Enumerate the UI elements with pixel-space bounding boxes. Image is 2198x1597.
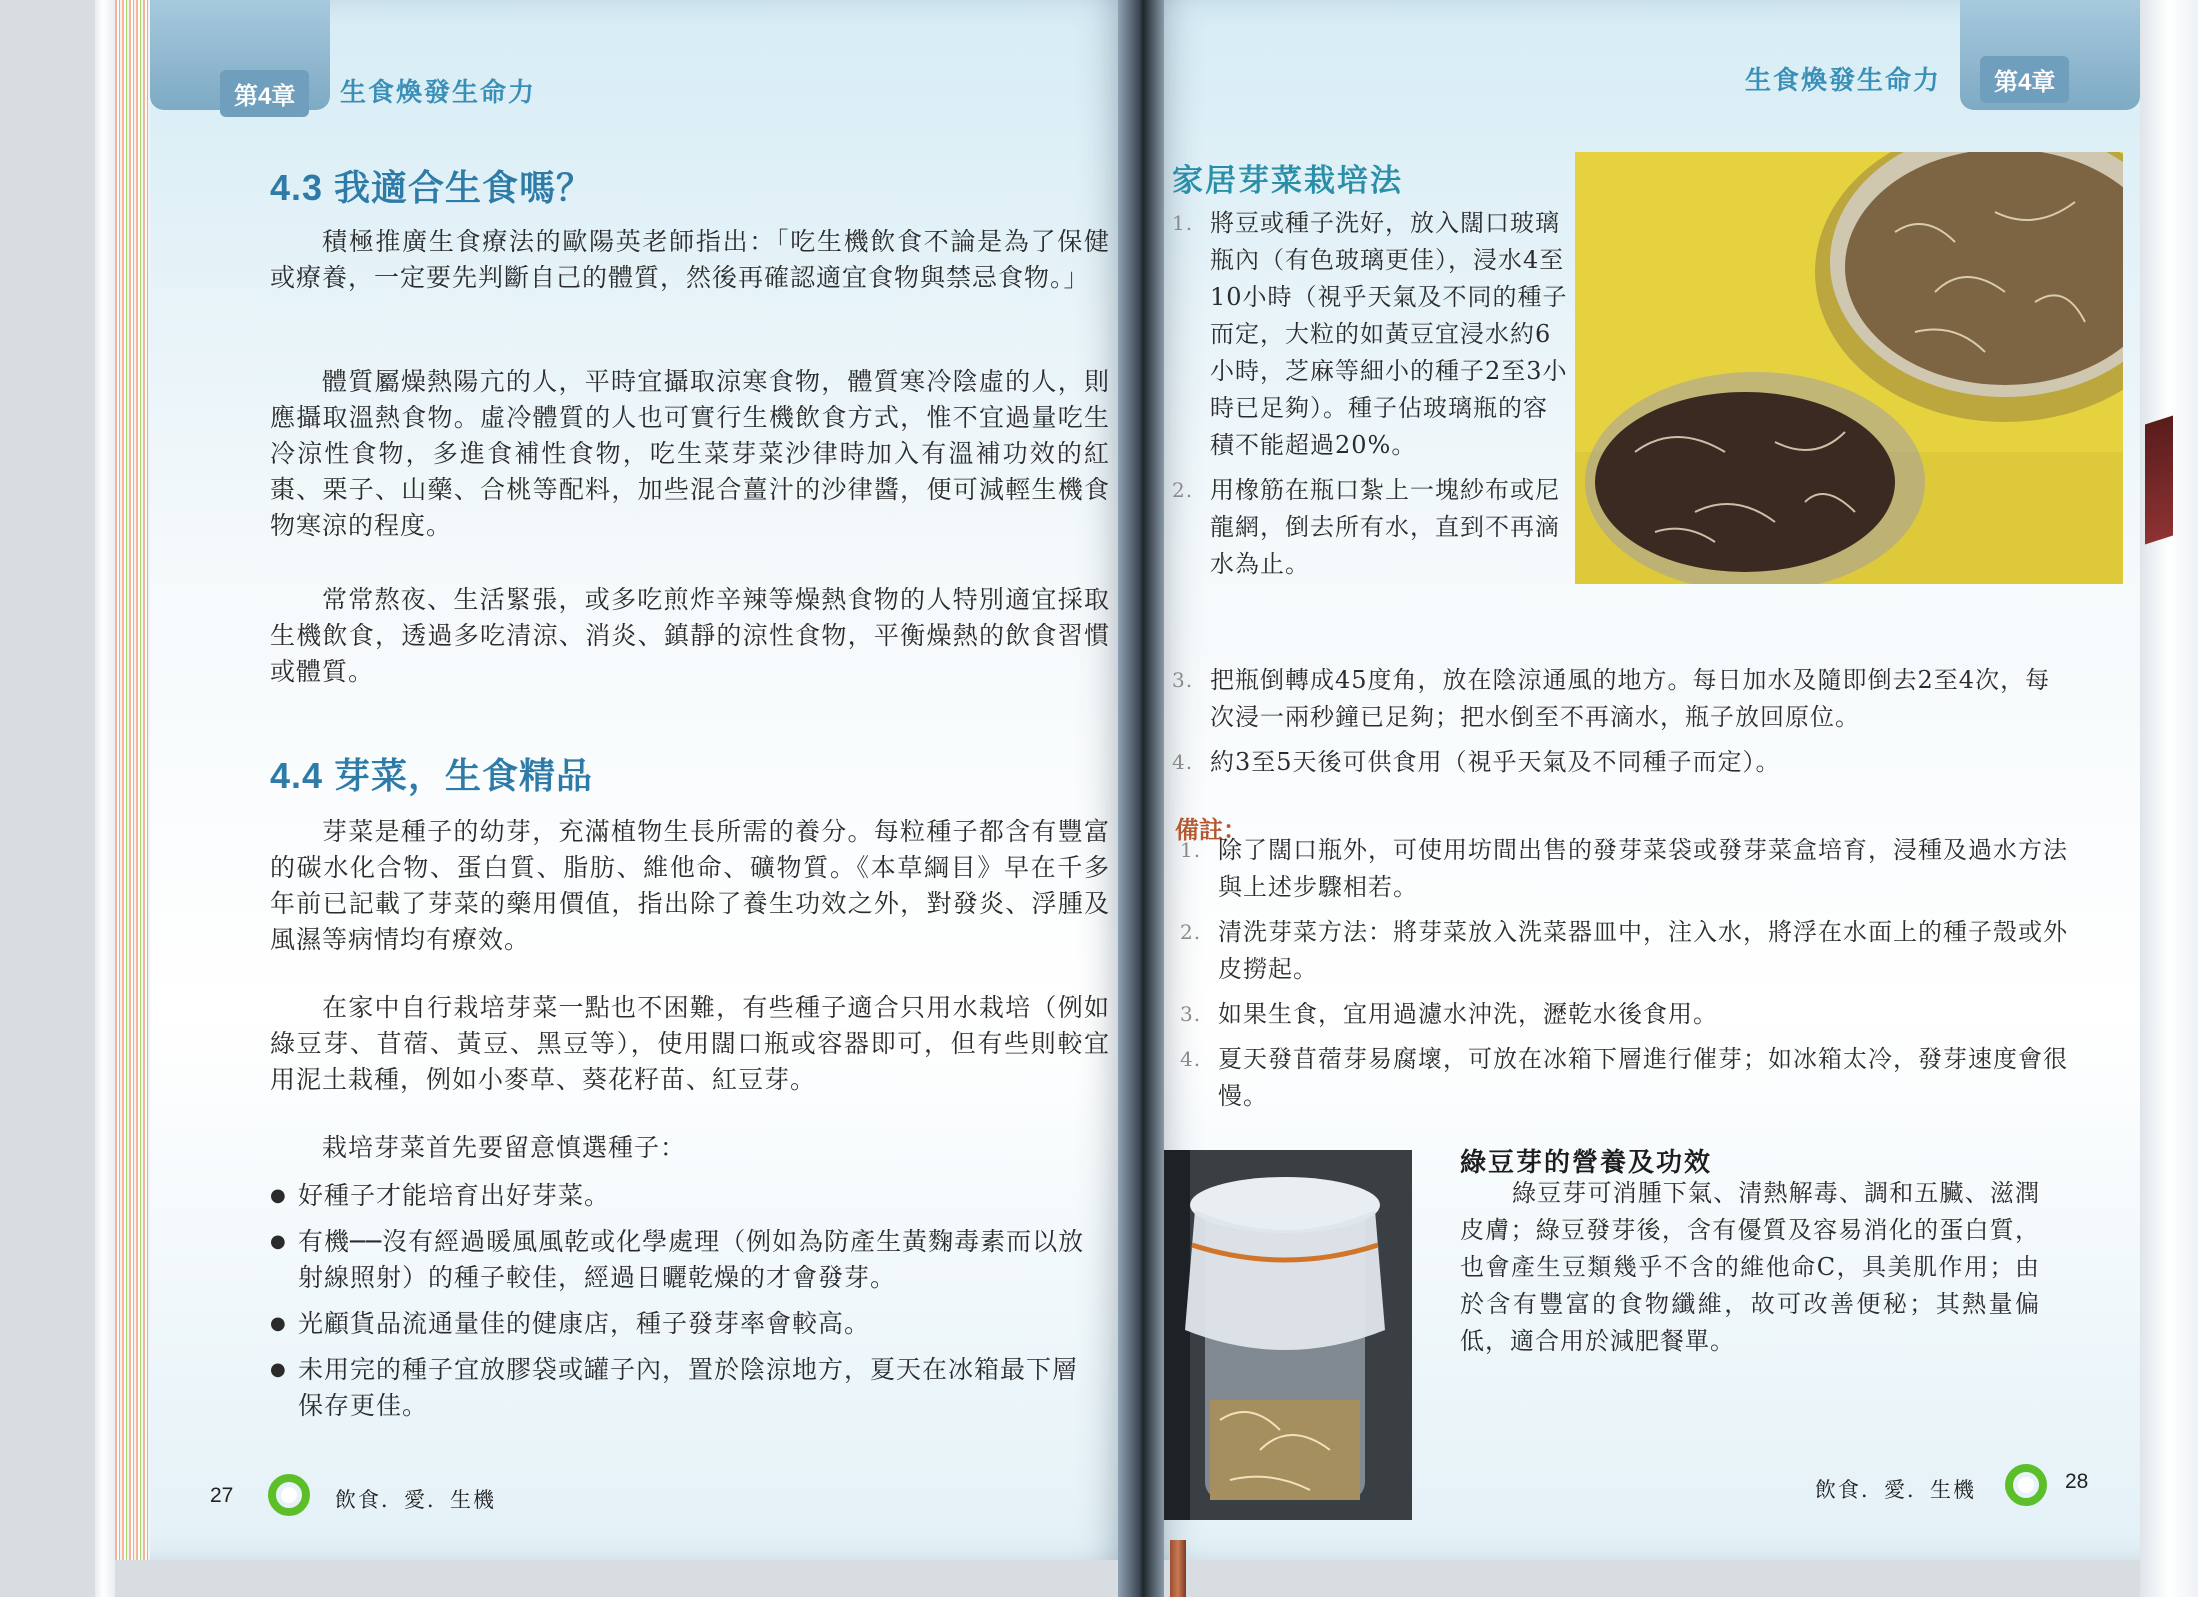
paragraph: 芽菜是種子的幼芽，充滿植物生長所需的養分。每粒種子都含有豐富的碳水化合物、蛋白質、脂肪、維他命、礦物質。《本草綱目》早在千多年前已記載了芽菜的藥用價值，指出除了養生功效之外，對發炎、浮腫及風濕等病情均有療效。 bbox=[270, 817, 1110, 954]
book-footer-title: 飲食．愛．生機 bbox=[335, 1489, 496, 1512]
paragraph: 體質屬燥熱陽亢的人，平時宜攝取涼寒食物，體質寒冷陰虛的人，則應攝取溫熱食物。虛冷體質的人也可實行生機飲食方式，惟不宜過量吃生冷涼性食物，多進食補性食物，吃生菜芽菜沙律時加入有溫補功效的紅棗、栗子、山藥、合桃等配料，加些混合薑汁的沙律醬，便可減輕生機食物寒涼的程度。 bbox=[270, 367, 1110, 540]
list-item: 2. 用橡筋在瓶口紮上一塊紗布或尼龍網，倒去所有水，直到不再滴水為止。 bbox=[1172, 476, 1560, 578]
method-steps-list-continued bbox=[1172, 662, 2072, 789]
list-item: 2. 清洗芽菜方法：將芽菜放入洗菜器皿中，注入水，將浮在水面上的種子殼或外皮撈起。 bbox=[1180, 918, 2068, 983]
box-title: 綠豆芽的營養及功效 bbox=[1460, 1148, 1713, 1178]
list-item: ● 有機──沒有經過暖風風乾或化學處理（例如為防產生黃麴毒素而以放射線照射）的種子較佳，經過日曬乾燥的才會發芽。 bbox=[270, 1224, 1090, 1296]
book-cover-right-edge bbox=[2140, 0, 2198, 1597]
bookmark-ribbon bbox=[1170, 1540, 1186, 1597]
book-spine-gutter bbox=[1118, 0, 1164, 1597]
list-item: ● 好種子才能培育出好芽菜。 bbox=[270, 1178, 1090, 1214]
list-item: ● 未用完的種子宜放膠袋或罐子內，置於陰涼地方，夏天在冰箱最下層保存更佳。 bbox=[270, 1352, 1090, 1424]
book-footer-title: 飲食．愛．生機 bbox=[1815, 1479, 1976, 1502]
ribbon-marker bbox=[2145, 415, 2173, 544]
list-item: 4. 約3至5天後可供食用（視乎天氣及不同種子而定）。 bbox=[1172, 748, 1781, 776]
paragraph: 常常熬夜、生活緊張，或多吃煎炸辛辣等燥熱食物的人特別適宜採取生機飲食，透過多吃清涼、消炎、鎮靜的涼性食物，平衡燥熱的飲食習慣或體質。 bbox=[270, 585, 1110, 686]
list-item: 3. 如果生食，宜用過濾水沖洗，瀝乾水後食用。 bbox=[1180, 1000, 1718, 1028]
book-cover-left-edge bbox=[95, 0, 115, 1597]
chapter-title: 生食煥發生命力 bbox=[1745, 65, 1942, 95]
seed-selection-list bbox=[270, 1178, 1090, 1434]
section-heading-4-3: 4.3 我適合生食嗎？ bbox=[270, 167, 594, 208]
chapter-title: 生食煥發生命力 bbox=[340, 77, 537, 107]
page-number: 28 bbox=[2065, 1470, 2089, 1493]
right-page bbox=[1150, 0, 2140, 1560]
note-label: 備註： bbox=[1175, 815, 1247, 844]
notes-list bbox=[1180, 832, 2080, 1123]
section-heading-4-4: 4.4 芽菜，生食精品 bbox=[270, 755, 594, 796]
list-item: 1. 將豆或種子洗好，放入闊口玻璃瓶內（有色玻璃更佳），浸水4至10小時（視乎天氣及不同的種子而定，大粒的如黃豆宜浸水約6小時，芝麻等細小的種子2至3小時已足夠）。種子佔玻璃瓶的容積不能超過20%。 bbox=[1172, 209, 1568, 459]
paragraph: 在家中自行栽培芽菜一點也不困難，有些種子適合只用水栽培（例如綠豆芽、苜蓿、黃豆、黑豆等），使用闊口瓶或容器即可，但有些則較宜用泥土栽種，例如小麥草、葵花籽苗、紅豆芽。 bbox=[270, 993, 1110, 1094]
list-item: ● 光顧貨品流通量佳的健康店，種子發芽率會較高。 bbox=[270, 1306, 1090, 1342]
chapter-badge: 第4章 bbox=[220, 70, 309, 117]
list-item: 3. 把瓶倒轉成45度角，放在陰涼通風的地方。每日加水及隨即倒去2至4次，每次浸一兩秒鐘已足夠；把水倒至不再滴水，瓶子放回原位。 bbox=[1172, 666, 2051, 731]
method-title: 家居芽菜栽培法 bbox=[1172, 163, 1403, 199]
page-stack-edge bbox=[115, 0, 155, 1560]
paragraph: 栽培芽菜首先要留意慎選種子： bbox=[322, 1133, 687, 1162]
page-number: 27 bbox=[210, 1484, 234, 1507]
sprouting-jar-photo bbox=[1150, 1150, 1412, 1520]
list-item: 1. 除了闊口瓶外，可使用坊間出售的發芽菜袋或發芽菜盒培育，浸種及過水方法與上述步驟相若。 bbox=[1180, 836, 2068, 901]
chapter-badge: 第4章 bbox=[1980, 56, 2069, 103]
list-item: 4. 夏天發苜蓿芽易腐壞，可放在冰箱下層進行催芽；如冰箱太冷，發芽速度會很慢。 bbox=[1180, 1045, 2068, 1110]
box-text: 綠豆芽可消腫下氣、清熱解毒、調和五臟、滋潤皮膚；綠豆發芽後，含有優質及容易消化的蛋白質，也會產生豆類幾乎不含的維他命C，具美肌作用；由於含有豐富的食物纖維，故可改善便秘；其熱量偏低，適合用於減肥餐單。 bbox=[1460, 1179, 2040, 1355]
method-steps-list bbox=[1172, 205, 1572, 591]
green-ring-logo-icon bbox=[268, 1474, 310, 1516]
left-page bbox=[150, 0, 1130, 1560]
green-ring-logo-icon bbox=[2005, 1464, 2047, 1506]
sprouts-bowl-photo bbox=[1575, 152, 2123, 584]
paragraph: 積極推廣生食療法的歐陽英老師指出：「吃生機飲食不論是為了保健或療養，一定要先判斷自己的體質，然後再確認適宜食物與禁忌食物。」 bbox=[270, 227, 1110, 292]
